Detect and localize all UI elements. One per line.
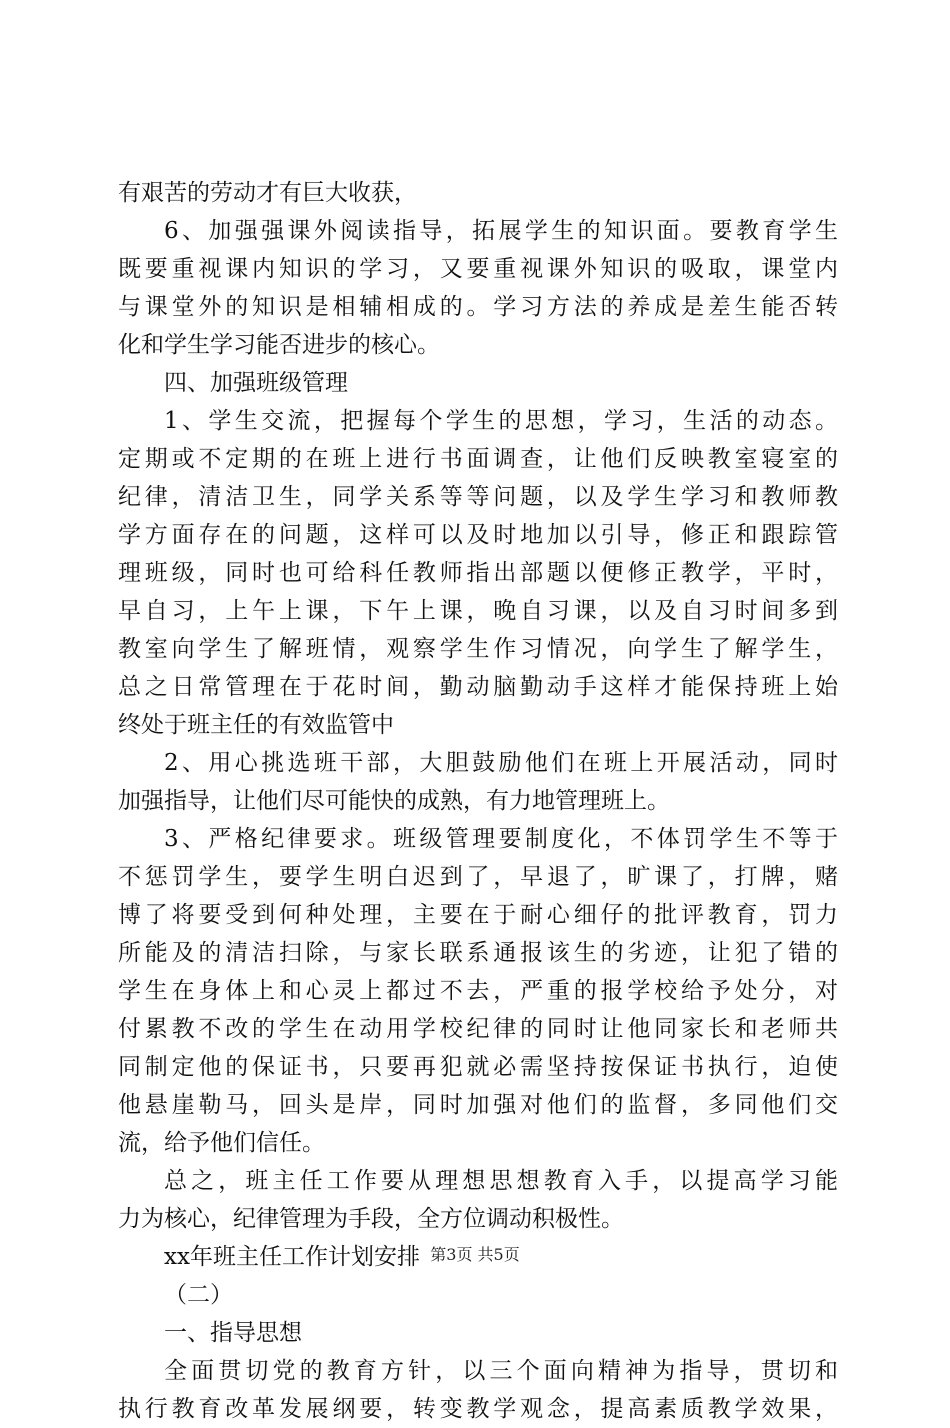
text-line: 全面贯切党的教育方针，以三个面向精神为指导，贯切和 [164, 1358, 838, 1384]
text-line: 化和学生学习能否进步的核心。 [118, 332, 440, 358]
text-line: 付累教不改的学生在动用学校纪律的同时让他同家长和老师共 [118, 1016, 838, 1042]
text-line: 3、严格纪律要求。班级管理要制度化，不体罚学生不等于 [164, 826, 838, 852]
text-line: 与课堂外的知识是相辅相成的。学习方法的养成是差生能否转 [118, 294, 838, 320]
text-line: 早自习，上午上课，下午上课，晚自习课，以及自习时间多到 [118, 598, 838, 624]
text-line: 6、加强强课外阅读指导，拓展学生的知识面。要教育学生 [164, 218, 838, 244]
text-line: 总之日常管理在于花时间，勤动脑勤动手这样才能保持班上始 [118, 674, 838, 700]
text-line: 一、指导思想 [164, 1320, 302, 1346]
text-line: 所能及的清洁扫除，与家长联系通报该生的劣迹，让犯了错的 [118, 940, 838, 966]
text-line: 理班级，同时也可给科任教师指出部题以便修正教学，平时， [118, 560, 838, 586]
text-line: 有艰苦的劳动才有巨大收获， [118, 180, 417, 206]
text-line: 加强指导，让他们尽可能快的成熟，有力地管理班上。 [118, 788, 670, 814]
text-line: 四、加强班级管理 [164, 370, 348, 396]
text-line: （二） [164, 1282, 233, 1308]
text-line: 不惩罚学生，要学生明白迟到了，早退了，旷课了，打牌，赌 [118, 864, 838, 890]
text-line: 1、学生交流，把握每个学生的思想，学习，生活的动态。 [164, 408, 838, 434]
text-line: 学生在身体上和心灵上都过不去，严重的报学校给予处分，对 [118, 978, 838, 1004]
page-footer: 第3页 共5页 [430, 1245, 520, 1264]
text-line: 执行教育改革发展纲要，转变教学观念，提高素质教学效果， [118, 1396, 838, 1422]
text-line: 力为核心，纪律管理为手段，全方位调动积极性。 [118, 1206, 624, 1232]
text-line: 博了将要受到何种处理，主要在于耐心细仔的批评教育，罚力 [118, 902, 838, 928]
text-line: 终处于班主任的有效监管中 [118, 712, 394, 738]
text-line: 既要重视课内知识的学习，又要重视课外知识的吸取，课堂内 [118, 256, 838, 282]
text-line: 定期或不定期的在班上进行书面调查，让他们反映教室寝室的 [118, 446, 838, 472]
text-line: 同制定他的保证书，只要再犯就必需坚持按保证书执行，迫使 [118, 1054, 838, 1080]
text-line: 总之，班主任工作要从理想思想教育入手，以提高学习能 [164, 1168, 838, 1194]
text-line: 教室向学生了解班情，观察学生作习情况，向学生了解学生， [118, 636, 838, 662]
text-line: 纪律，清洁卫生，同学关系等等问题，以及学生学习和教师教 [118, 484, 838, 510]
text-line: 学方面存在的问题，这样可以及时地加以引导，修正和跟踪管 [118, 522, 838, 548]
text-line: 2、用心挑选班干部，大胆鼓励他们在班上开展活动，同时 [164, 750, 838, 776]
document-body [118, 174, 838, 1428]
text-line: 他悬崖勒马，回头是岸，同时加强对他们的监督，多同他们交 [118, 1092, 838, 1118]
text-line: xx年班主任工作计划安排 [164, 1244, 420, 1270]
text-line: 流，给予他们信任。 [118, 1130, 325, 1156]
